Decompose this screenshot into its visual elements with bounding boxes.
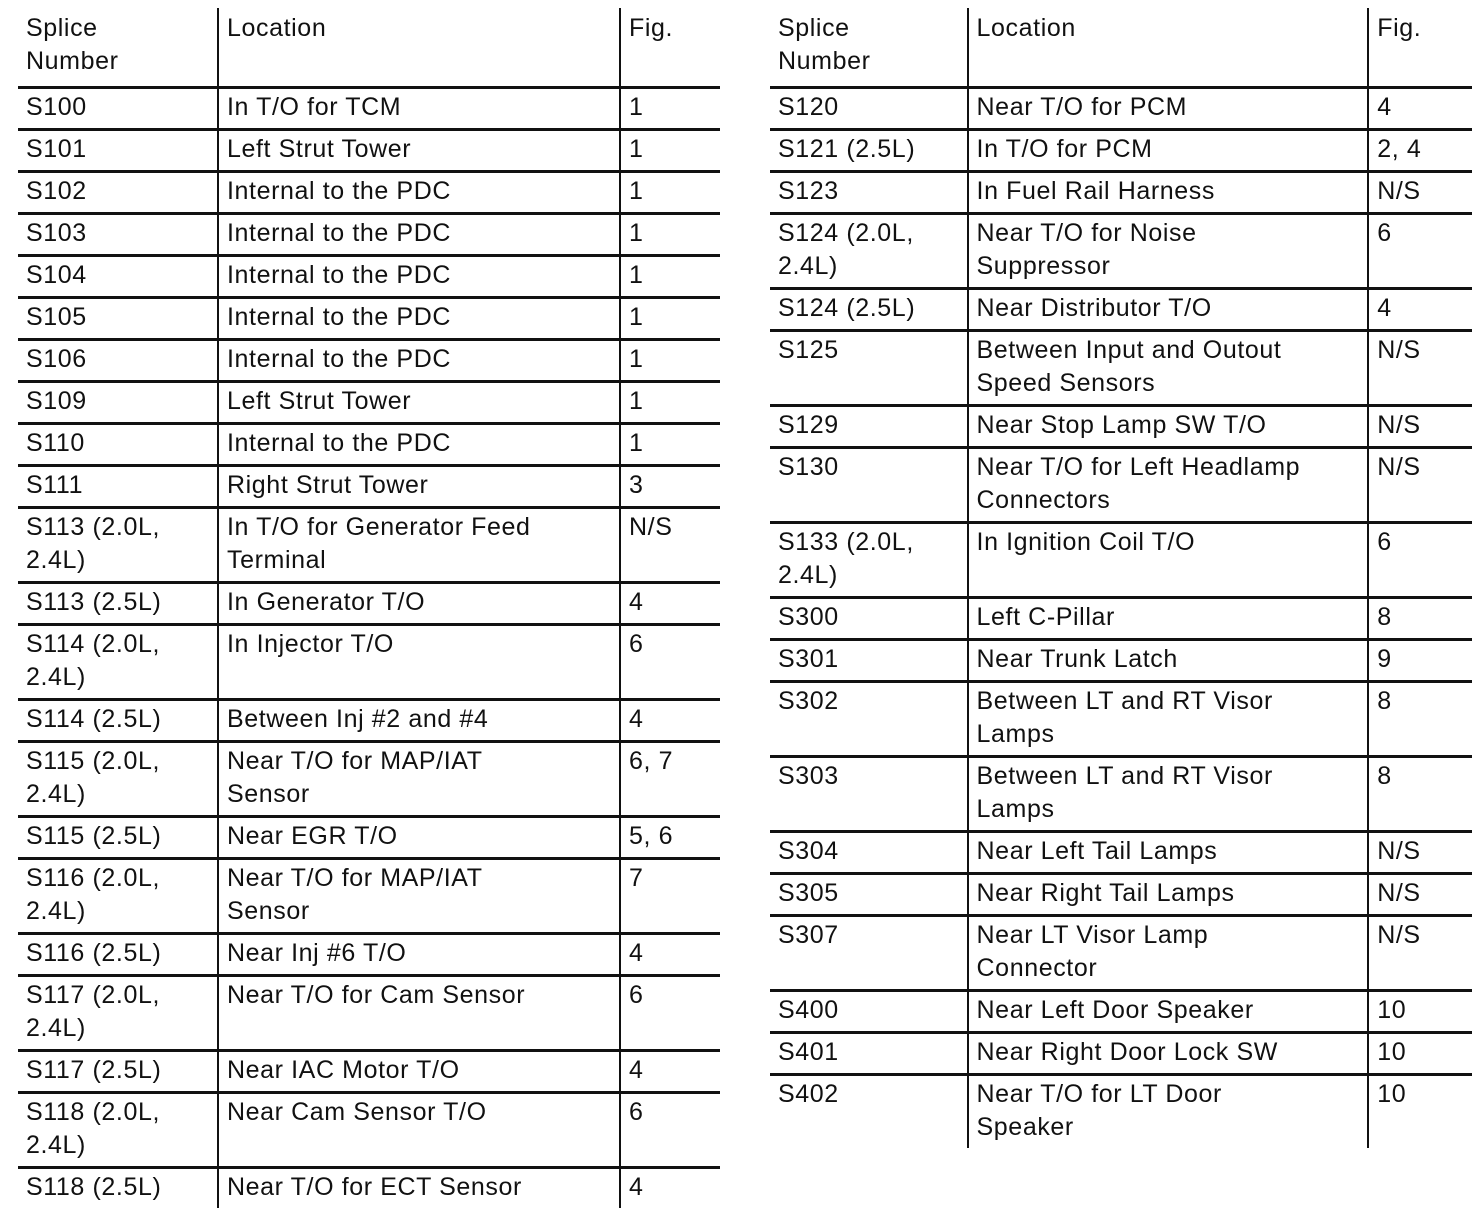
table-row: [770, 916, 1472, 991]
location-cell: Near T/O for Left Headlamp Connectors: [968, 448, 1369, 523]
splice-number-cell: S114 (2.5L): [18, 700, 218, 742]
location-cell: In Ignition Coil T/O: [968, 523, 1369, 598]
table-header-row: [770, 8, 1472, 88]
fig-cell: N/S: [1368, 331, 1472, 406]
location-cell: Near T/O for MAP/IAT Sensor: [218, 859, 620, 934]
splice-number-cell: S114 (2.0L, 2.4L): [18, 625, 218, 700]
table-row: [18, 508, 720, 583]
table-row: [18, 298, 720, 340]
fig-cell: 6, 7: [620, 742, 720, 817]
splice-number-cell: S124 (2.0L, 2.4L): [770, 214, 968, 289]
splice-number-cell: S110: [18, 424, 218, 466]
fig-cell: 6: [1368, 523, 1472, 598]
fig-cell: 1: [620, 424, 720, 466]
fig-cell: 1: [620, 172, 720, 214]
table-row: [18, 1093, 720, 1168]
splice-number-cell: S304: [770, 832, 968, 874]
splice-number-cell: S401: [770, 1033, 968, 1075]
table-row: [770, 448, 1472, 523]
fig-cell: 1: [620, 214, 720, 256]
location-cell: In Injector T/O: [218, 625, 620, 700]
table-row: [770, 172, 1472, 214]
splice-number-cell: S133 (2.0L, 2.4L): [770, 523, 968, 598]
location-cell: Right Strut Tower: [218, 466, 620, 508]
location-cell: Internal to the PDC: [218, 172, 620, 214]
splice-number-cell: S301: [770, 640, 968, 682]
table-row: [18, 976, 720, 1051]
table-row: [18, 1051, 720, 1093]
splice-number-cell: S400: [770, 991, 968, 1033]
fig-cell: 5, 6: [620, 817, 720, 859]
fig-cell: 1: [620, 298, 720, 340]
location-cell: Near Left Door Speaker: [968, 991, 1369, 1033]
table-body-left: [18, 88, 720, 1209]
splice-number-cell: S115 (2.0L, 2.4L): [18, 742, 218, 817]
splice-number-cell: S115 (2.5L): [18, 817, 218, 859]
table-row: [770, 523, 1472, 598]
table-row: [770, 289, 1472, 331]
location-cell: In Fuel Rail Harness: [968, 172, 1369, 214]
column-header-location: Location: [968, 8, 1369, 88]
fig-cell: 10: [1368, 1033, 1472, 1075]
location-cell: Near Distributor T/O: [968, 289, 1369, 331]
location-cell: Near Right Door Lock SW: [968, 1033, 1369, 1075]
splice-number-cell: S104: [18, 256, 218, 298]
splice-number-cell: S123: [770, 172, 968, 214]
fig-cell: N/S: [1368, 916, 1472, 991]
table-header-row: [18, 8, 720, 88]
location-cell: Near Inj #6 T/O: [218, 934, 620, 976]
fig-cell: 1: [620, 382, 720, 424]
fig-cell: 4: [1368, 88, 1472, 130]
table-body-right: [770, 88, 1472, 1149]
splice-number-cell: S129: [770, 406, 968, 448]
fig-cell: N/S: [1368, 832, 1472, 874]
fig-cell: N/S: [1368, 406, 1472, 448]
location-cell: Near Stop Lamp SW T/O: [968, 406, 1369, 448]
fig-cell: N/S: [620, 508, 720, 583]
table-row: [18, 214, 720, 256]
column-header-fig: Fig.: [620, 8, 720, 88]
table-row: [18, 382, 720, 424]
table-row: [770, 1033, 1472, 1075]
location-cell: In T/O for TCM: [218, 88, 620, 130]
splice-number-cell: S116 (2.5L): [18, 934, 218, 976]
location-cell: Between Input and Outout Speed Sensors: [968, 331, 1369, 406]
table-row: [770, 331, 1472, 406]
fig-cell: 4: [620, 700, 720, 742]
fig-cell: 6: [1368, 214, 1472, 289]
fig-cell: 8: [1368, 757, 1472, 832]
fig-cell: 4: [620, 1051, 720, 1093]
location-cell: Near EGR T/O: [218, 817, 620, 859]
table-row: [18, 424, 720, 466]
table-row: [18, 817, 720, 859]
splice-number-cell: S117 (2.0L, 2.4L): [18, 976, 218, 1051]
table-row: [770, 874, 1472, 916]
fig-cell: 10: [1368, 1075, 1472, 1149]
fig-cell: 4: [1368, 289, 1472, 331]
table-row: [770, 88, 1472, 130]
splice-number-cell: S113 (2.0L, 2.4L): [18, 508, 218, 583]
table-row: [18, 172, 720, 214]
fig-cell: N/S: [1368, 448, 1472, 523]
location-cell: Left Strut Tower: [218, 130, 620, 172]
location-cell: In Generator T/O: [218, 583, 620, 625]
fig-cell: 9: [1368, 640, 1472, 682]
location-cell: Left C-Pillar: [968, 598, 1369, 640]
table-row: [18, 340, 720, 382]
location-cell: Near T/O for MAP/IAT Sensor: [218, 742, 620, 817]
table-row: [18, 130, 720, 172]
column-header-fig: Fig.: [1368, 8, 1472, 88]
location-cell: Between LT and RT Visor Lamps: [968, 682, 1369, 757]
splice-number-cell: S302: [770, 682, 968, 757]
location-cell: In T/O for PCM: [968, 130, 1369, 172]
splice-number-cell: S103: [18, 214, 218, 256]
fig-cell: N/S: [1368, 172, 1472, 214]
splice-table-left: [18, 8, 720, 1208]
splice-number-cell: S120: [770, 88, 968, 130]
fig-cell: 1: [620, 340, 720, 382]
table-row: [770, 832, 1472, 874]
location-cell: Between LT and RT Visor Lamps: [968, 757, 1369, 832]
table-row: [770, 757, 1472, 832]
splice-number-cell: S101: [18, 130, 218, 172]
table-row: [770, 682, 1472, 757]
location-cell: Near Left Tail Lamps: [968, 832, 1369, 874]
column-header-splice-number: Splice Number: [778, 14, 871, 75]
fig-cell: 4: [620, 583, 720, 625]
location-cell: Internal to the PDC: [218, 256, 620, 298]
location-cell: Near Cam Sensor T/O: [218, 1093, 620, 1168]
fig-cell: 1: [620, 88, 720, 130]
splice-number-cell: S305: [770, 874, 968, 916]
table-row: [770, 598, 1472, 640]
table-row: [18, 583, 720, 625]
splice-number-cell: S116 (2.0L, 2.4L): [18, 859, 218, 934]
fig-cell: 10: [1368, 991, 1472, 1033]
splice-number-cell: S100: [18, 88, 218, 130]
table-row: [18, 466, 720, 508]
table-row: [18, 742, 720, 817]
splice-number-cell: S117 (2.5L): [18, 1051, 218, 1093]
table-row: [18, 700, 720, 742]
splice-number-cell: S118 (2.0L, 2.4L): [18, 1093, 218, 1168]
location-cell: Between Inj #2 and #4: [218, 700, 620, 742]
table-row: [18, 625, 720, 700]
splice-number-cell: S102: [18, 172, 218, 214]
location-cell: Near T/O for Noise Suppressor: [968, 214, 1369, 289]
fig-cell: 6: [620, 1093, 720, 1168]
column-header-location: Location: [218, 8, 620, 88]
location-cell: Internal to the PDC: [218, 424, 620, 466]
table-row: [18, 934, 720, 976]
table-row: [18, 859, 720, 934]
fig-cell: 7: [620, 859, 720, 934]
fig-cell: 1: [620, 256, 720, 298]
splice-number-cell: S125: [770, 331, 968, 406]
location-cell: Internal to the PDC: [218, 298, 620, 340]
location-cell: In T/O for Generator Feed Terminal: [218, 508, 620, 583]
splice-number-cell: S303: [770, 757, 968, 832]
fig-cell: 8: [1368, 682, 1472, 757]
location-cell: Internal to the PDC: [218, 214, 620, 256]
table-row: [18, 256, 720, 298]
fig-cell: 3: [620, 466, 720, 508]
splice-number-cell: S402: [770, 1075, 968, 1149]
fig-cell: 6: [620, 976, 720, 1051]
table-row: [770, 640, 1472, 682]
fig-cell: 4: [620, 934, 720, 976]
splice-number-cell: S118 (2.5L): [18, 1168, 218, 1209]
table-row: [18, 88, 720, 130]
location-cell: Near Trunk Latch: [968, 640, 1369, 682]
location-cell: Left Strut Tower: [218, 382, 620, 424]
location-cell: Near Right Tail Lamps: [968, 874, 1369, 916]
location-cell: Near T/O for ECT Sensor: [218, 1168, 620, 1209]
splice-number-cell: S121 (2.5L): [770, 130, 968, 172]
splice-table-right: [770, 8, 1472, 1148]
location-cell: Near IAC Motor T/O: [218, 1051, 620, 1093]
table-row: [18, 1168, 720, 1209]
location-cell: Near T/O for LT Door Speaker: [968, 1075, 1369, 1149]
splice-number-cell: S109: [18, 382, 218, 424]
table-row: [770, 130, 1472, 172]
fig-cell: 8: [1368, 598, 1472, 640]
location-cell: Internal to the PDC: [218, 340, 620, 382]
splice-number-cell: S105: [18, 298, 218, 340]
fig-cell: N/S: [1368, 874, 1472, 916]
column-header-splice-number: Splice Number: [26, 14, 119, 75]
fig-cell: 2, 4: [1368, 130, 1472, 172]
splice-number-cell: S111: [18, 466, 218, 508]
table-row: [770, 1075, 1472, 1149]
location-cell: Near LT Visor Lamp Connector: [968, 916, 1369, 991]
splice-number-cell: S307: [770, 916, 968, 991]
table-row: [770, 214, 1472, 289]
location-cell: Near T/O for PCM: [968, 88, 1369, 130]
fig-cell: 4: [620, 1168, 720, 1209]
table-row: [770, 991, 1472, 1033]
splice-number-cell: S130: [770, 448, 968, 523]
splice-number-cell: S124 (2.5L): [770, 289, 968, 331]
location-cell: Near T/O for Cam Sensor: [218, 976, 620, 1051]
splice-number-cell: S113 (2.5L): [18, 583, 218, 625]
splice-number-cell: S106: [18, 340, 218, 382]
splice-number-cell: S300: [770, 598, 968, 640]
fig-cell: 1: [620, 130, 720, 172]
fig-cell: 6: [620, 625, 720, 700]
table-row: [770, 406, 1472, 448]
